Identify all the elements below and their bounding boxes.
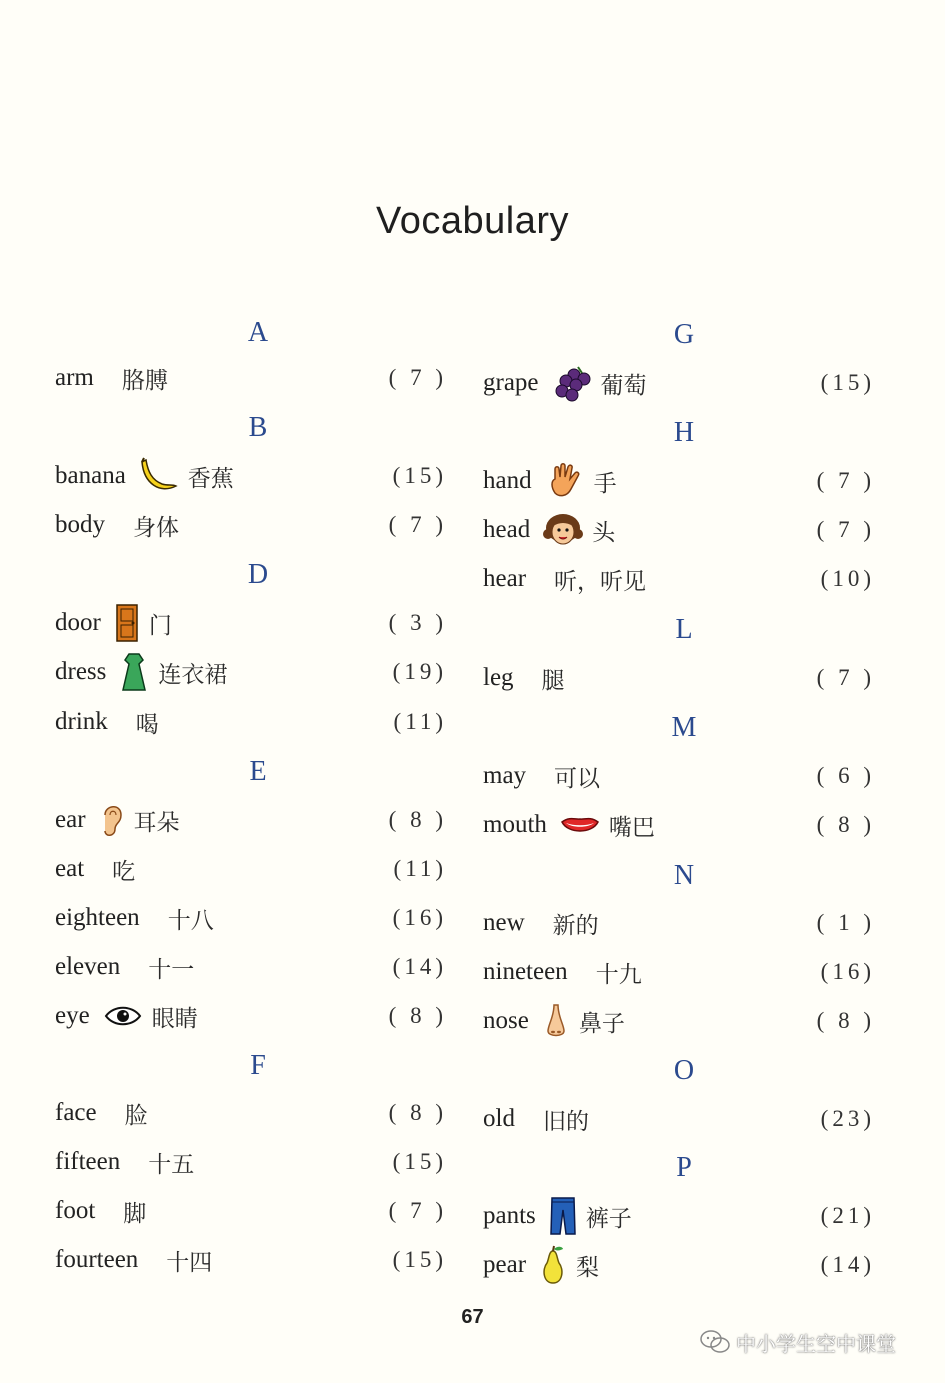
entry-word: body — [55, 511, 105, 538]
entry-ear — [55, 802, 447, 838]
head-icon — [542, 512, 584, 548]
entry-lesson: (15) — [820, 370, 875, 395]
entry-translation: 连衣裙 — [158, 661, 228, 688]
entry-foot — [55, 1193, 447, 1229]
entry-word: hand — [483, 467, 532, 494]
entry-lesson: ( 3 ) — [388, 610, 447, 635]
entry-fifteen — [55, 1144, 447, 1180]
entry-lesson: ( 7 ) — [816, 468, 875, 493]
entry-word: ear — [55, 806, 86, 833]
entry-lesson: ( 8 ) — [388, 807, 447, 832]
entry-leg — [483, 660, 875, 696]
section-letter-h: H — [673, 417, 695, 448]
entry-face — [55, 1095, 447, 1131]
entry-word: may — [483, 762, 527, 789]
entry-word: grape — [483, 369, 539, 396]
page-title: Vocabulary — [375, 200, 569, 242]
entry-old — [483, 1101, 875, 1137]
entry-translation: 十一 — [148, 956, 195, 983]
page-number: 67 — [461, 1306, 484, 1328]
pants-icon — [548, 1198, 578, 1234]
entry-word: pants — [483, 1202, 536, 1229]
entry-arm — [55, 360, 447, 396]
entry-lesson: ( 8 ) — [816, 812, 875, 837]
entry-lesson: ( 7 ) — [388, 1198, 447, 1223]
banana-icon — [138, 458, 180, 494]
entry-word: face — [55, 1099, 97, 1126]
entry-word: eleven — [55, 953, 121, 980]
entry-lesson: ( 7 ) — [816, 517, 875, 542]
entry-lesson: ( 8 ) — [388, 1100, 447, 1125]
mouth-icon — [559, 807, 601, 843]
entry-mouth — [483, 807, 875, 843]
entry-word: mouth — [483, 811, 547, 838]
entry-hand — [483, 463, 875, 499]
section-letter-e: E — [249, 756, 267, 787]
entry-translation: 十八 — [167, 907, 214, 934]
entry-translation: 梨 — [576, 1254, 600, 1281]
entry-word: nineteen — [483, 958, 568, 985]
entry-word: foot — [55, 1197, 96, 1224]
entry-word: eye — [55, 1002, 90, 1029]
entry-hear — [483, 561, 875, 597]
entry-lesson: (15) — [392, 1149, 447, 1174]
grape-icon — [551, 365, 593, 401]
entry-lesson: ( 8 ) — [388, 1003, 447, 1028]
entry-translation: 新的 — [552, 912, 599, 939]
entry-new — [483, 905, 875, 941]
entry-may — [483, 758, 875, 794]
entry-lesson: ( 7 ) — [816, 665, 875, 690]
entry-drink — [55, 704, 447, 740]
entry-word: pear — [483, 1251, 527, 1278]
entry-eye — [55, 998, 447, 1034]
entry-word: head — [483, 516, 531, 543]
entry-lesson: (19) — [392, 659, 447, 684]
entry-word: door — [55, 609, 101, 636]
entry-lesson: ( 1 ) — [816, 910, 875, 935]
entry-lesson: (16) — [392, 905, 447, 930]
entry-translation: 眼睛 — [151, 1005, 198, 1032]
section-letter-n: N — [673, 860, 695, 891]
door-icon — [113, 605, 141, 641]
watermark-text: 中小学生空中课堂 — [736, 1331, 896, 1356]
entry-lesson: ( 7 ) — [388, 512, 447, 537]
entry-eighteen — [55, 900, 447, 936]
entry-translation: 十五 — [148, 1151, 195, 1178]
entry-word: fourteen — [55, 1246, 139, 1273]
pear-icon — [538, 1247, 568, 1283]
entry-translation: 听，听见 — [554, 568, 647, 595]
entry-translation: 耳朵 — [133, 809, 180, 836]
entry-lesson: ( 6 ) — [816, 763, 875, 788]
entry-translation: 旧的 — [542, 1108, 589, 1135]
entry-nineteen — [483, 954, 875, 990]
section-letter-p: P — [676, 1152, 692, 1183]
entry-lesson: (14) — [392, 954, 447, 979]
entry-banana — [55, 458, 447, 494]
entry-word: dress — [55, 658, 107, 685]
watermark — [700, 1325, 896, 1359]
entry-translation: 脚 — [123, 1200, 147, 1227]
entry-grape — [483, 365, 875, 401]
entry-word: fifteen — [55, 1148, 121, 1175]
entry-word: old — [483, 1105, 515, 1132]
entry-translation: 香蕉 — [187, 465, 234, 492]
entry-translation: 十四 — [166, 1249, 213, 1276]
entry-translation: 身体 — [133, 514, 179, 541]
wechat-icon — [700, 1329, 730, 1355]
entry-lesson: (15) — [392, 463, 447, 488]
entry-word: drink — [55, 708, 108, 735]
entry-translation: 腿 — [541, 667, 565, 694]
entry-translation: 手 — [593, 470, 617, 497]
entry-lesson: (23) — [820, 1106, 875, 1131]
entry-translation: 葡萄 — [600, 372, 647, 399]
entry-lesson: ( 8 ) — [816, 1008, 875, 1033]
section-letter-o: O — [673, 1055, 695, 1086]
nose-icon — [541, 1003, 571, 1039]
entry-word: hear — [483, 565, 527, 592]
section-letter-m: M — [671, 712, 697, 743]
entry-word: nose — [483, 1007, 529, 1034]
section-letter-d: D — [247, 559, 269, 590]
entry-body — [55, 507, 447, 543]
entry-word: new — [483, 909, 525, 936]
entry-translation: 可以 — [554, 765, 601, 792]
section-letter-f: F — [250, 1050, 266, 1081]
entry-lesson: (11) — [393, 709, 447, 734]
entry-lesson: ( 7 ) — [388, 365, 447, 390]
ear-icon — [98, 802, 126, 838]
section-letter-g: G — [673, 319, 695, 350]
entry-pear — [483, 1247, 875, 1283]
entry-lesson: (15) — [392, 1247, 447, 1272]
entry-lesson: (10) — [820, 566, 875, 591]
entry-translation: 头 — [592, 519, 616, 546]
dress-icon — [118, 654, 150, 690]
entry-eleven — [55, 949, 447, 985]
entry-lesson: (14) — [820, 1252, 875, 1277]
entry-translation: 吃 — [112, 858, 136, 885]
eye-icon — [102, 998, 144, 1034]
entry-translation: 鼻子 — [578, 1010, 625, 1037]
entry-pants — [483, 1198, 875, 1234]
section-letter-b: B — [248, 412, 268, 443]
entry-lesson: (11) — [393, 856, 447, 881]
entry-word: arm — [55, 364, 94, 391]
entry-lesson: (16) — [820, 959, 875, 984]
entry-eat — [55, 851, 447, 887]
entry-translation: 十九 — [595, 961, 642, 988]
entry-word: banana — [55, 462, 126, 489]
entry-nose — [483, 1003, 875, 1039]
entry-lesson: (21) — [820, 1203, 875, 1228]
entry-word: leg — [483, 664, 514, 691]
section-letter-a: A — [247, 317, 269, 348]
entry-word: eat — [55, 855, 85, 882]
entry-translation: 裤子 — [585, 1205, 632, 1232]
hand-icon — [544, 463, 586, 499]
entry-dress — [55, 654, 447, 690]
entry-word: eighteen — [55, 904, 140, 931]
entry-translation: 喝 — [135, 711, 159, 738]
entry-translation: 嘴巴 — [608, 814, 655, 841]
entry-translation: 门 — [148, 612, 172, 639]
entry-translation: 胳膊 — [121, 367, 168, 394]
entry-door — [55, 605, 447, 641]
entry-head — [483, 512, 875, 548]
section-letter-l: L — [675, 614, 693, 645]
entry-fourteen — [55, 1242, 447, 1278]
entry-translation: 脸 — [124, 1102, 148, 1129]
